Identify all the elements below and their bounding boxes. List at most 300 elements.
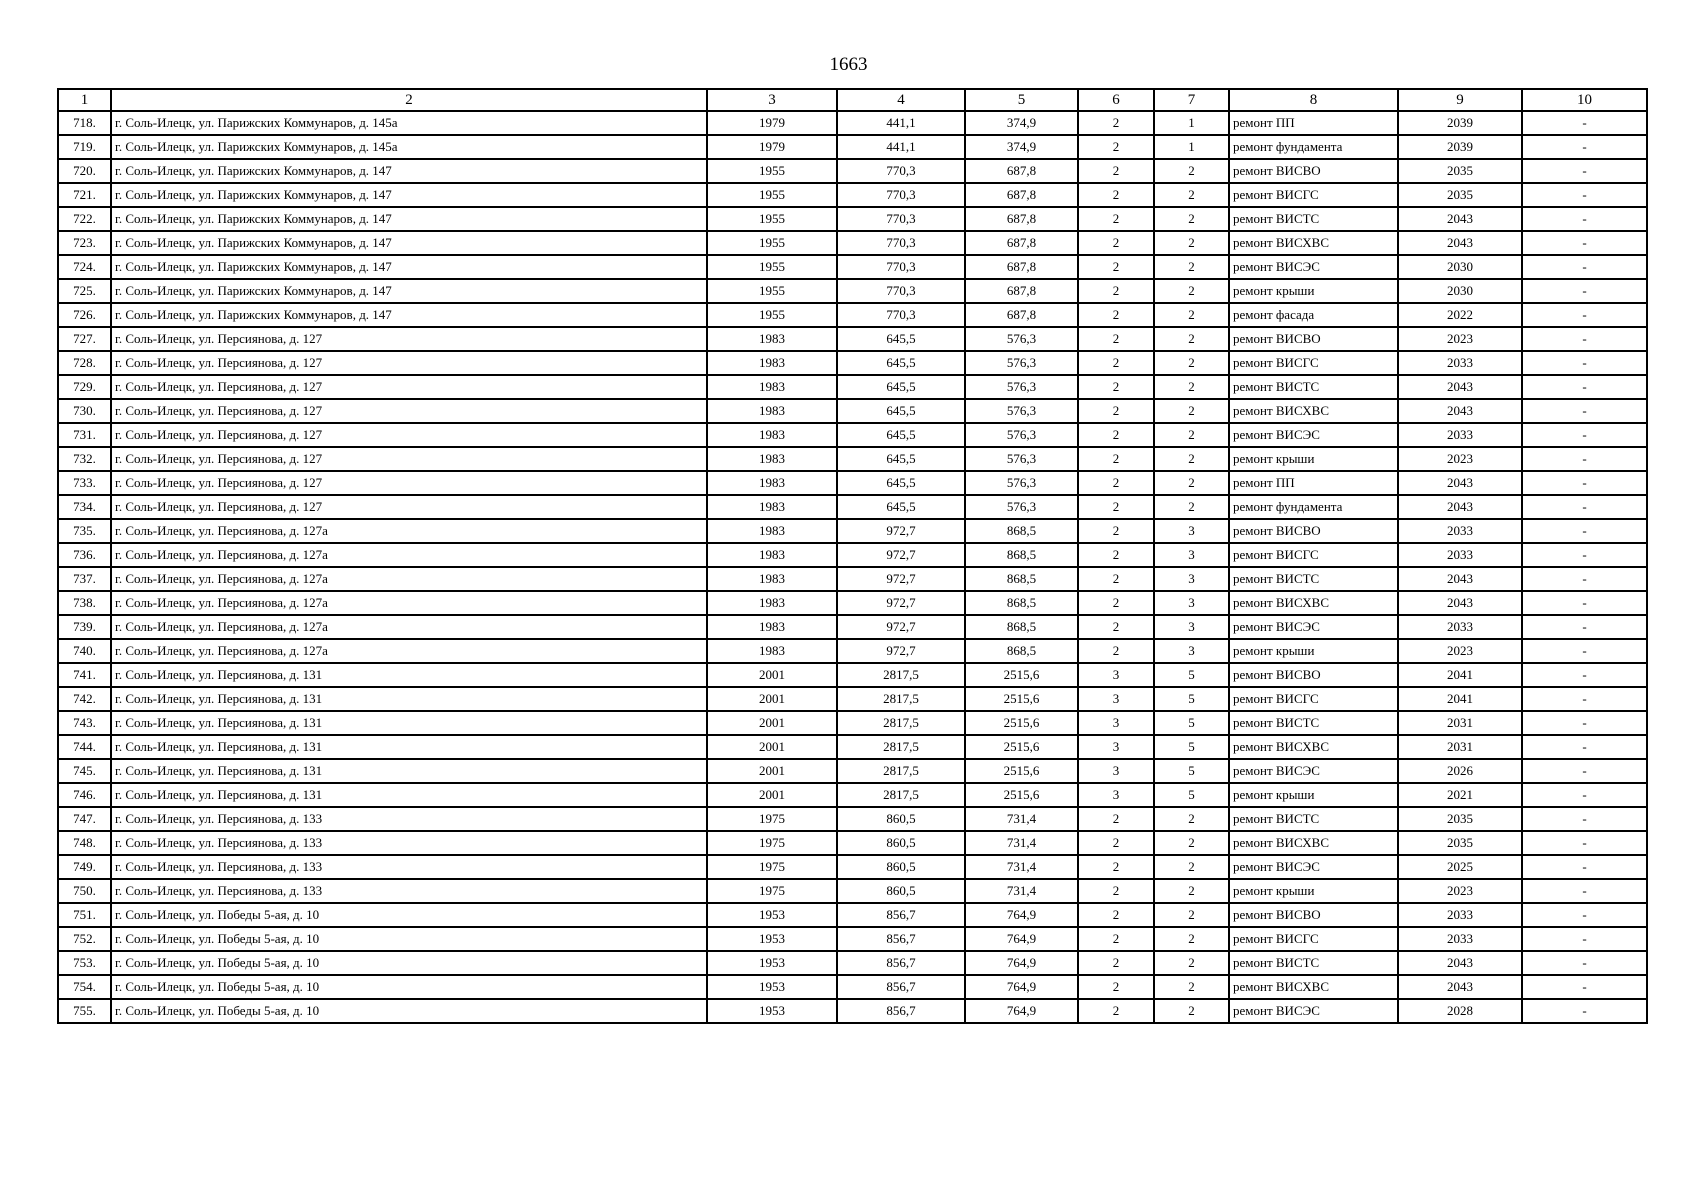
cell-planned-year: 2021 <box>1398 783 1522 807</box>
cell-year-built: 1953 <box>707 999 837 1023</box>
cell-floors: 2 <box>1078 591 1154 615</box>
cell-floors: 2 <box>1078 399 1154 423</box>
cell-work-type: ремонт ВИСТС <box>1229 207 1398 231</box>
cell-floors: 2 <box>1078 999 1154 1023</box>
cell-work-type: ремонт ВИСХВС <box>1229 735 1398 759</box>
cell-living-area: 2515,6 <box>965 711 1078 735</box>
cell-row-number: 755. <box>58 999 111 1023</box>
cell-living-area: 868,5 <box>965 591 1078 615</box>
cell-work-type: ремонт ВИСЭС <box>1229 255 1398 279</box>
cell-entrances: 2 <box>1154 831 1229 855</box>
cell-row-number: 722. <box>58 207 111 231</box>
cell-total-area: 2817,5 <box>837 783 965 807</box>
cell-year-built: 2001 <box>707 735 837 759</box>
cell-work-type: ремонт ВИСХВС <box>1229 231 1398 255</box>
cell-entrances: 5 <box>1154 663 1229 687</box>
cell-row-number: 730. <box>58 399 111 423</box>
cell-year-built: 1983 <box>707 519 837 543</box>
cell-living-area: 374,9 <box>965 111 1078 135</box>
cell-address: г. Соль-Илецк, ул. Парижских Коммунаров, д. 145а <box>111 135 707 159</box>
cell-total-area: 2817,5 <box>837 687 965 711</box>
cell-note: - <box>1522 399 1647 423</box>
cell-row-number: 745. <box>58 759 111 783</box>
cell-work-type: ремонт ВИСВО <box>1229 903 1398 927</box>
table-row <box>58 207 1647 231</box>
cell-year-built: 1983 <box>707 399 837 423</box>
cell-note: - <box>1522 279 1647 303</box>
cell-entrances: 2 <box>1154 879 1229 903</box>
cell-year-built: 1983 <box>707 543 837 567</box>
cell-floors: 2 <box>1078 879 1154 903</box>
cell-year-built: 1983 <box>707 423 837 447</box>
cell-row-number: 735. <box>58 519 111 543</box>
cell-living-area: 576,3 <box>965 351 1078 375</box>
cell-total-area: 856,7 <box>837 927 965 951</box>
cell-entrances: 2 <box>1154 855 1229 879</box>
cell-address: г. Соль-Илецк, ул. Персиянова, д. 131 <box>111 735 707 759</box>
table-row <box>58 711 1647 735</box>
cell-entrances: 2 <box>1154 927 1229 951</box>
cell-total-area: 2817,5 <box>837 711 965 735</box>
cell-year-built: 1955 <box>707 279 837 303</box>
table-header <box>58 89 1647 111</box>
cell-total-area: 856,7 <box>837 975 965 999</box>
cell-floors: 3 <box>1078 759 1154 783</box>
cell-work-type: ремонт ВИСЭС <box>1229 855 1398 879</box>
cell-address: г. Соль-Илецк, ул. Парижских Коммунаров, д. 147 <box>111 183 707 207</box>
cell-address: г. Соль-Илецк, ул. Персиянова, д. 127 <box>111 375 707 399</box>
cell-living-area: 2515,6 <box>965 783 1078 807</box>
cell-planned-year: 2026 <box>1398 759 1522 783</box>
table-row <box>58 519 1647 543</box>
cell-address: г. Соль-Илецк, ул. Персиянова, д. 131 <box>111 759 707 783</box>
cell-note: - <box>1522 687 1647 711</box>
cell-note: - <box>1522 135 1647 159</box>
cell-note: - <box>1522 615 1647 639</box>
cell-entrances: 2 <box>1154 375 1229 399</box>
cell-total-area: 441,1 <box>837 135 965 159</box>
cell-address: г. Соль-Илецк, ул. Персиянова, д. 131 <box>111 663 707 687</box>
cell-year-built: 1983 <box>707 639 837 663</box>
cell-note: - <box>1522 207 1647 231</box>
table-row <box>58 111 1647 135</box>
cell-total-area: 972,7 <box>837 543 965 567</box>
cell-total-area: 856,7 <box>837 951 965 975</box>
table-row <box>58 471 1647 495</box>
cell-planned-year: 2041 <box>1398 663 1522 687</box>
table-row <box>58 807 1647 831</box>
cell-year-built: 1979 <box>707 111 837 135</box>
cell-note: - <box>1522 591 1647 615</box>
cell-row-number: 724. <box>58 255 111 279</box>
cell-planned-year: 2043 <box>1398 975 1522 999</box>
table-row <box>58 543 1647 567</box>
cell-work-type: ремонт ВИСТС <box>1229 567 1398 591</box>
cell-floors: 2 <box>1078 855 1154 879</box>
column-header-5: 5 <box>965 89 1078 111</box>
cell-note: - <box>1522 927 1647 951</box>
cell-address: г. Соль-Илецк, ул. Победы 5-ая, д. 10 <box>111 975 707 999</box>
cell-living-area: 868,5 <box>965 615 1078 639</box>
cell-note: - <box>1522 447 1647 471</box>
cell-year-built: 1955 <box>707 231 837 255</box>
cell-total-area: 2817,5 <box>837 735 965 759</box>
cell-note: - <box>1522 303 1647 327</box>
cell-address: г. Соль-Илецк, ул. Персиянова, д. 131 <box>111 687 707 711</box>
cell-living-area: 576,3 <box>965 327 1078 351</box>
cell-row-number: 723. <box>58 231 111 255</box>
column-header-1: 1 <box>58 89 111 111</box>
cell-total-area: 770,3 <box>837 255 965 279</box>
column-header-10: 10 <box>1522 89 1647 111</box>
cell-row-number: 737. <box>58 567 111 591</box>
cell-entrances: 2 <box>1154 183 1229 207</box>
cell-planned-year: 2025 <box>1398 855 1522 879</box>
cell-address: г. Соль-Илецк, ул. Победы 5-ая, д. 10 <box>111 903 707 927</box>
cell-total-area: 645,5 <box>837 399 965 423</box>
cell-address: г. Соль-Илецк, ул. Персиянова, д. 127 <box>111 399 707 423</box>
cell-year-built: 1953 <box>707 903 837 927</box>
cell-address: г. Соль-Илецк, ул. Парижских Коммунаров, д. 147 <box>111 255 707 279</box>
cell-year-built: 1983 <box>707 567 837 591</box>
cell-planned-year: 2031 <box>1398 711 1522 735</box>
cell-floors: 2 <box>1078 111 1154 135</box>
cell-note: - <box>1522 879 1647 903</box>
cell-entrances: 3 <box>1154 639 1229 663</box>
table-row <box>58 327 1647 351</box>
cell-entrances: 2 <box>1154 327 1229 351</box>
table-row <box>58 759 1647 783</box>
cell-entrances: 3 <box>1154 591 1229 615</box>
cell-entrances: 3 <box>1154 615 1229 639</box>
cell-planned-year: 2023 <box>1398 447 1522 471</box>
cell-living-area: 687,8 <box>965 207 1078 231</box>
cell-total-area: 972,7 <box>837 591 965 615</box>
table-body <box>58 111 1647 1023</box>
cell-entrances: 2 <box>1154 255 1229 279</box>
cell-living-area: 731,4 <box>965 879 1078 903</box>
cell-entrances: 2 <box>1154 999 1229 1023</box>
cell-total-area: 972,7 <box>837 519 965 543</box>
cell-row-number: 749. <box>58 855 111 879</box>
cell-total-area: 770,3 <box>837 207 965 231</box>
column-header-8: 8 <box>1229 89 1398 111</box>
cell-total-area: 2817,5 <box>837 663 965 687</box>
cell-address: г. Соль-Илецк, ул. Персиянова, д. 133 <box>111 855 707 879</box>
cell-total-area: 972,7 <box>837 639 965 663</box>
cell-planned-year: 2030 <box>1398 255 1522 279</box>
cell-planned-year: 2041 <box>1398 687 1522 711</box>
cell-note: - <box>1522 255 1647 279</box>
cell-planned-year: 2033 <box>1398 519 1522 543</box>
cell-living-area: 687,8 <box>965 231 1078 255</box>
cell-floors: 2 <box>1078 543 1154 567</box>
cell-planned-year: 2043 <box>1398 495 1522 519</box>
cell-address: г. Соль-Илецк, ул. Персиянова, д. 127а <box>111 519 707 543</box>
cell-row-number: 742. <box>58 687 111 711</box>
cell-year-built: 1955 <box>707 255 837 279</box>
cell-work-type: ремонт ВИСВО <box>1229 327 1398 351</box>
column-header-4: 4 <box>837 89 965 111</box>
table-row <box>58 375 1647 399</box>
cell-year-built: 1983 <box>707 495 837 519</box>
table-row <box>58 279 1647 303</box>
cell-note: - <box>1522 903 1647 927</box>
column-header-7: 7 <box>1154 89 1229 111</box>
table-row <box>58 423 1647 447</box>
cell-row-number: 726. <box>58 303 111 327</box>
cell-living-area: 576,3 <box>965 447 1078 471</box>
cell-row-number: 740. <box>58 639 111 663</box>
table-row <box>58 663 1647 687</box>
cell-year-built: 1953 <box>707 927 837 951</box>
cell-living-area: 764,9 <box>965 975 1078 999</box>
cell-living-area: 687,8 <box>965 159 1078 183</box>
cell-total-area: 645,5 <box>837 375 965 399</box>
cell-row-number: 744. <box>58 735 111 759</box>
cell-planned-year: 2033 <box>1398 615 1522 639</box>
cell-entrances: 5 <box>1154 735 1229 759</box>
cell-year-built: 1955 <box>707 183 837 207</box>
cell-floors: 3 <box>1078 663 1154 687</box>
cell-entrances: 2 <box>1154 495 1229 519</box>
cell-total-area: 972,7 <box>837 567 965 591</box>
cell-row-number: 719. <box>58 135 111 159</box>
cell-planned-year: 2031 <box>1398 735 1522 759</box>
cell-note: - <box>1522 351 1647 375</box>
cell-row-number: 732. <box>58 447 111 471</box>
cell-entrances: 5 <box>1154 711 1229 735</box>
cell-year-built: 1983 <box>707 327 837 351</box>
cell-floors: 2 <box>1078 639 1154 663</box>
cell-living-area: 868,5 <box>965 519 1078 543</box>
cell-note: - <box>1522 327 1647 351</box>
cell-note: - <box>1522 951 1647 975</box>
cell-floors: 2 <box>1078 375 1154 399</box>
cell-row-number: 743. <box>58 711 111 735</box>
cell-floors: 2 <box>1078 807 1154 831</box>
cell-note: - <box>1522 663 1647 687</box>
cell-address: г. Соль-Илецк, ул. Персиянова, д. 127 <box>111 327 707 351</box>
cell-address: г. Соль-Илецк, ул. Парижских Коммунаров, д. 147 <box>111 231 707 255</box>
cell-work-type: ремонт фундамента <box>1229 495 1398 519</box>
cell-row-number: 751. <box>58 903 111 927</box>
cell-floors: 2 <box>1078 975 1154 999</box>
cell-address: г. Соль-Илецк, ул. Персиянова, д. 127а <box>111 615 707 639</box>
cell-planned-year: 2033 <box>1398 927 1522 951</box>
cell-year-built: 1955 <box>707 207 837 231</box>
cell-living-area: 576,3 <box>965 399 1078 423</box>
cell-row-number: 725. <box>58 279 111 303</box>
cell-address: г. Соль-Илецк, ул. Парижских Коммунаров, д. 147 <box>111 159 707 183</box>
cell-planned-year: 2033 <box>1398 351 1522 375</box>
cell-year-built: 1983 <box>707 447 837 471</box>
cell-entrances: 2 <box>1154 351 1229 375</box>
cell-living-area: 2515,6 <box>965 735 1078 759</box>
cell-planned-year: 2039 <box>1398 135 1522 159</box>
cell-living-area: 576,3 <box>965 423 1078 447</box>
cell-work-type: ремонт крыши <box>1229 639 1398 663</box>
cell-floors: 2 <box>1078 951 1154 975</box>
cell-address: г. Соль-Илецк, ул. Победы 5-ая, д. 10 <box>111 951 707 975</box>
cell-planned-year: 2043 <box>1398 207 1522 231</box>
table-row <box>58 927 1647 951</box>
cell-note: - <box>1522 975 1647 999</box>
cell-entrances: 2 <box>1154 951 1229 975</box>
cell-floors: 2 <box>1078 495 1154 519</box>
cell-note: - <box>1522 831 1647 855</box>
cell-entrances: 2 <box>1154 159 1229 183</box>
repair-schedule-table <box>57 88 1648 1024</box>
cell-entrances: 3 <box>1154 567 1229 591</box>
cell-address: г. Соль-Илецк, ул. Персиянова, д. 127 <box>111 351 707 375</box>
cell-total-area: 856,7 <box>837 999 965 1023</box>
cell-entrances: 2 <box>1154 303 1229 327</box>
cell-work-type: ремонт ВИСГС <box>1229 543 1398 567</box>
cell-row-number: 746. <box>58 783 111 807</box>
cell-note: - <box>1522 807 1647 831</box>
cell-address: г. Соль-Илецк, ул. Персиянова, д. 131 <box>111 711 707 735</box>
cell-floors: 3 <box>1078 711 1154 735</box>
cell-year-built: 1983 <box>707 471 837 495</box>
cell-planned-year: 2043 <box>1398 567 1522 591</box>
cell-floors: 3 <box>1078 783 1154 807</box>
cell-row-number: 720. <box>58 159 111 183</box>
cell-total-area: 645,5 <box>837 447 965 471</box>
cell-work-type: ремонт ВИСЭС <box>1229 999 1398 1023</box>
cell-planned-year: 2023 <box>1398 879 1522 903</box>
cell-work-type: ремонт крыши <box>1229 783 1398 807</box>
cell-entrances: 5 <box>1154 783 1229 807</box>
cell-entrances: 2 <box>1154 903 1229 927</box>
cell-planned-year: 2023 <box>1398 639 1522 663</box>
cell-planned-year: 2030 <box>1398 279 1522 303</box>
cell-planned-year: 2035 <box>1398 159 1522 183</box>
cell-total-area: 860,5 <box>837 807 965 831</box>
table-row <box>58 183 1647 207</box>
cell-year-built: 1983 <box>707 591 837 615</box>
column-header-9: 9 <box>1398 89 1522 111</box>
cell-work-type: ремонт ПП <box>1229 111 1398 135</box>
cell-address: г. Соль-Илецк, ул. Персиянова, д. 127 <box>111 495 707 519</box>
cell-note: - <box>1522 855 1647 879</box>
cell-floors: 2 <box>1078 471 1154 495</box>
cell-floors: 3 <box>1078 687 1154 711</box>
cell-total-area: 860,5 <box>837 855 965 879</box>
cell-work-type: ремонт ВИСХВС <box>1229 975 1398 999</box>
cell-total-area: 972,7 <box>837 615 965 639</box>
cell-living-area: 764,9 <box>965 951 1078 975</box>
cell-living-area: 687,8 <box>965 303 1078 327</box>
cell-living-area: 764,9 <box>965 927 1078 951</box>
cell-planned-year: 2035 <box>1398 183 1522 207</box>
cell-living-area: 576,3 <box>965 495 1078 519</box>
cell-note: - <box>1522 495 1647 519</box>
cell-address: г. Соль-Илецк, ул. Персиянова, д. 127а <box>111 567 707 591</box>
cell-living-area: 2515,6 <box>965 663 1078 687</box>
cell-year-built: 1979 <box>707 135 837 159</box>
cell-floors: 2 <box>1078 279 1154 303</box>
cell-year-built: 2001 <box>707 711 837 735</box>
cell-row-number: 729. <box>58 375 111 399</box>
cell-address: г. Соль-Илецк, ул. Персиянова, д. 133 <box>111 831 707 855</box>
cell-living-area: 687,8 <box>965 255 1078 279</box>
cell-note: - <box>1522 183 1647 207</box>
cell-address: г. Соль-Илецк, ул. Парижских Коммунаров, д. 145а <box>111 111 707 135</box>
cell-note: - <box>1522 375 1647 399</box>
cell-work-type: ремонт ВИСГС <box>1229 351 1398 375</box>
cell-note: - <box>1522 111 1647 135</box>
cell-address: г. Соль-Илецк, ул. Победы 5-ая, д. 10 <box>111 927 707 951</box>
column-header-2: 2 <box>111 89 707 111</box>
cell-planned-year: 2033 <box>1398 903 1522 927</box>
header-row <box>58 89 1647 111</box>
cell-planned-year: 2033 <box>1398 423 1522 447</box>
cell-living-area: 687,8 <box>965 279 1078 303</box>
cell-year-built: 2001 <box>707 783 837 807</box>
cell-total-area: 770,3 <box>837 231 965 255</box>
cell-floors: 2 <box>1078 327 1154 351</box>
cell-work-type: ремонт ВИСВО <box>1229 519 1398 543</box>
cell-year-built: 1983 <box>707 351 837 375</box>
cell-entrances: 2 <box>1154 231 1229 255</box>
table-row <box>58 255 1647 279</box>
cell-address: г. Соль-Илецк, ул. Победы 5-ая, д. 10 <box>111 999 707 1023</box>
cell-entrances: 2 <box>1154 807 1229 831</box>
cell-address: г. Соль-Илецк, ул. Парижских Коммунаров, д. 147 <box>111 303 707 327</box>
cell-work-type: ремонт ВИСТС <box>1229 375 1398 399</box>
cell-year-built: 1955 <box>707 303 837 327</box>
cell-work-type: ремонт ВИСЭС <box>1229 759 1398 783</box>
cell-planned-year: 2043 <box>1398 591 1522 615</box>
cell-work-type: ремонт ВИСГС <box>1229 687 1398 711</box>
cell-work-type: ремонт фасада <box>1229 303 1398 327</box>
cell-note: - <box>1522 567 1647 591</box>
cell-row-number: 754. <box>58 975 111 999</box>
cell-floors: 2 <box>1078 159 1154 183</box>
cell-address: г. Соль-Илецк, ул. Персиянова, д. 127а <box>111 591 707 615</box>
cell-floors: 2 <box>1078 615 1154 639</box>
cell-address: г. Соль-Илецк, ул. Персиянова, д. 127 <box>111 423 707 447</box>
cell-row-number: 721. <box>58 183 111 207</box>
cell-entrances: 1 <box>1154 135 1229 159</box>
cell-row-number: 747. <box>58 807 111 831</box>
cell-planned-year: 2028 <box>1398 999 1522 1023</box>
cell-floors: 2 <box>1078 903 1154 927</box>
cell-living-area: 731,4 <box>965 807 1078 831</box>
cell-total-area: 856,7 <box>837 903 965 927</box>
cell-row-number: 736. <box>58 543 111 567</box>
cell-address: г. Соль-Илецк, ул. Парижских Коммунаров, д. 147 <box>111 207 707 231</box>
cell-floors: 2 <box>1078 231 1154 255</box>
cell-living-area: 687,8 <box>965 183 1078 207</box>
cell-floors: 2 <box>1078 303 1154 327</box>
cell-planned-year: 2043 <box>1398 951 1522 975</box>
table-row <box>58 975 1647 999</box>
cell-year-built: 1975 <box>707 831 837 855</box>
cell-row-number: 731. <box>58 423 111 447</box>
cell-total-area: 770,3 <box>837 279 965 303</box>
cell-living-area: 868,5 <box>965 639 1078 663</box>
cell-floors: 2 <box>1078 135 1154 159</box>
table-row <box>58 951 1647 975</box>
cell-total-area: 645,5 <box>837 327 965 351</box>
cell-address: г. Соль-Илецк, ул. Персиянова, д. 127 <box>111 447 707 471</box>
cell-address: г. Соль-Илецк, ул. Персиянова, д. 133 <box>111 807 707 831</box>
cell-entrances: 1 <box>1154 111 1229 135</box>
column-header-6: 6 <box>1078 89 1154 111</box>
cell-year-built: 1983 <box>707 615 837 639</box>
